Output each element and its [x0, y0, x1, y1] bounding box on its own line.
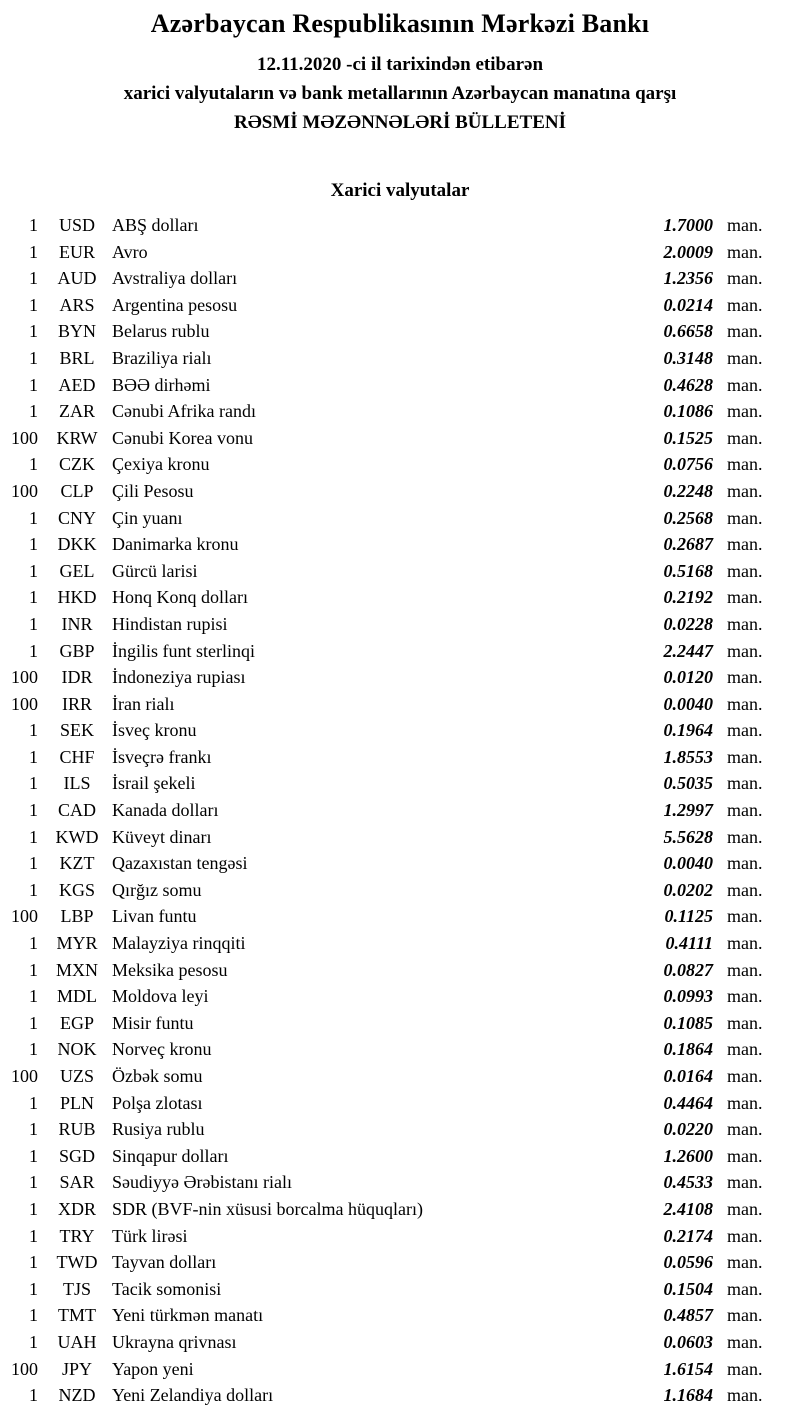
currency-code-cell: CNY — [57, 507, 96, 528]
quantity-cell: 1 — [29, 560, 38, 581]
bulletin-title: RƏSMİ MƏZƏNNƏLƏRİ BÜLLETENİ — [233, 112, 566, 133]
currency-code-cell: TWD — [56, 1252, 98, 1273]
quantity-cell: 1 — [29, 1278, 38, 1299]
rate-value-cell: 2.2447 — [663, 640, 713, 661]
table-row — [0, 983, 800, 1010]
table-row — [0, 292, 800, 319]
rate-value-cell: 0.0202 — [663, 879, 713, 900]
unit-cell: man. — [727, 268, 763, 289]
unit-cell: man. — [727, 1225, 763, 1246]
currency-name-cell: Özbək somu — [112, 1066, 203, 1086]
unit-cell: man. — [727, 1092, 763, 1113]
quantity-cell: 1 — [29, 534, 38, 555]
currency-code-cell: EGP — [59, 1012, 94, 1033]
quantity-cell: 100 — [11, 480, 38, 501]
quantity-cell: 1 — [29, 1145, 38, 1166]
unit-cell: man. — [727, 1385, 763, 1406]
unit-cell: man. — [727, 746, 763, 767]
unit-cell: man. — [727, 1145, 763, 1166]
unit-cell: man. — [727, 853, 763, 874]
rate-value-cell: 0.2192 — [663, 587, 713, 608]
currency-code-cell: RUB — [58, 1119, 96, 1140]
table-row — [0, 1356, 800, 1383]
currency-name-cell: ABŞ dolları — [112, 215, 199, 235]
currency-name-cell: Yapon yeni — [112, 1358, 194, 1379]
rate-value-cell: 0.3148 — [663, 347, 713, 368]
currency-name-cell: Rusiya rublu — [112, 1119, 205, 1140]
table-row — [0, 903, 800, 930]
currency-name-cell: Avro — [112, 241, 148, 262]
rate-value-cell: 0.4857 — [663, 1305, 713, 1326]
quantity-cell: 1 — [29, 1225, 38, 1246]
quantity-cell: 1 — [29, 454, 38, 475]
rate-value-cell: 0.1864 — [663, 1039, 713, 1060]
rate-value-cell: 1.8553 — [663, 746, 713, 767]
table-row — [0, 558, 800, 585]
currency-code-cell: UZS — [59, 1066, 94, 1086]
table-row — [0, 1249, 800, 1276]
table-row — [0, 1116, 800, 1143]
currency-name-cell: Hindistan rupisi — [112, 613, 228, 634]
table-row — [0, 1382, 800, 1409]
currency-code-cell: JPY — [61, 1358, 92, 1379]
currency-name-cell: Moldova leyi — [112, 986, 209, 1007]
currency-code-cell: KRW — [56, 427, 98, 448]
currency-code-cell: CLP — [60, 480, 94, 501]
currency-code-cell: CAD — [57, 800, 96, 821]
rate-value-cell: 0.0993 — [663, 986, 713, 1007]
unit-cell: man. — [727, 720, 763, 741]
quantity-cell: 1 — [29, 321, 38, 342]
table-row — [0, 531, 800, 558]
currency-name-cell: İran rialı — [112, 693, 175, 714]
currency-code-cell: SGD — [58, 1145, 95, 1166]
section-title-foreign-currencies: Xarici valyutalar — [330, 180, 470, 201]
rate-value-cell: 0.1086 — [663, 401, 713, 422]
currency-code-cell: KGS — [58, 879, 95, 900]
currency-name-cell: Qırğız somu — [112, 879, 202, 900]
table-row — [0, 451, 800, 478]
table-row — [0, 398, 800, 425]
currency-code-cell: CHF — [59, 746, 95, 767]
unit-cell: man. — [727, 879, 763, 900]
rate-value-cell: 1.6154 — [663, 1358, 713, 1379]
currency-name-cell: Misir funtu — [112, 1012, 194, 1033]
table-row — [0, 744, 800, 771]
rate-value-cell: 0.0756 — [663, 454, 713, 475]
unit-cell: man. — [727, 1198, 763, 1219]
rate-value-cell: 0.1085 — [663, 1012, 713, 1033]
rate-value-cell: 0.0120 — [663, 667, 713, 688]
quantity-cell: 1 — [29, 1252, 38, 1273]
rate-value-cell: 0.2687 — [663, 534, 713, 555]
table-row — [0, 584, 800, 611]
unit-cell: man. — [727, 986, 763, 1007]
unit-cell: man. — [727, 1172, 763, 1193]
currency-name-cell: BƏƏ dirhəmi — [112, 374, 211, 395]
rate-value-cell: 0.0596 — [663, 1252, 713, 1273]
effective-date-line: 12.11.2020 -ci il tarixindən etibarən — [256, 54, 544, 75]
quantity-cell: 1 — [29, 1305, 38, 1326]
quantity-cell: 1 — [29, 347, 38, 368]
rate-value-cell: 0.5168 — [663, 560, 713, 581]
table-row — [0, 850, 800, 877]
rate-value-cell: 1.7000 — [663, 215, 713, 235]
rate-value-cell: 0.4464 — [663, 1092, 713, 1113]
unit-cell: man. — [727, 933, 763, 954]
unit-cell: man. — [727, 613, 763, 634]
rate-value-cell: 0.0040 — [663, 693, 713, 714]
quantity-cell: 1 — [29, 959, 38, 980]
quantity-cell: 1 — [29, 773, 38, 794]
unit-cell: man. — [727, 1305, 763, 1326]
currency-name-cell: Honq Konq dolları — [112, 587, 248, 608]
unit-cell: man. — [727, 1066, 763, 1086]
table-row — [0, 1143, 800, 1170]
currency-name-cell: Braziliya rialı — [112, 347, 212, 368]
unit-cell: man. — [727, 906, 763, 927]
currency-code-cell: LBP — [60, 906, 94, 927]
currency-name-cell: Türk lirəsi — [112, 1225, 188, 1246]
rate-value-cell: 0.1525 — [663, 427, 713, 448]
quantity-cell: 1 — [29, 241, 38, 262]
currency-name-cell: İngilis funt sterlinqi — [112, 640, 255, 661]
currency-code-cell: KZT — [59, 853, 95, 874]
quantity-cell: 1 — [29, 1331, 38, 1352]
rate-value-cell: 0.1964 — [663, 720, 713, 741]
currency-code-cell: BYN — [57, 321, 96, 342]
currency-code-cell: IDR — [61, 667, 93, 688]
table-row — [0, 1196, 800, 1223]
currency-code-cell: BRL — [59, 347, 95, 368]
currency-name-cell: Polşa zlotası — [112, 1092, 203, 1113]
rate-value-cell: 0.1125 — [664, 906, 713, 927]
table-row — [0, 1010, 800, 1037]
unit-cell: man. — [727, 959, 763, 980]
rate-value-cell: 0.6658 — [663, 321, 713, 342]
currency-code-cell: HKD — [57, 587, 97, 608]
rate-value-cell: 2.0009 — [663, 241, 713, 262]
currency-code-cell: GEL — [59, 560, 95, 581]
quantity-cell: 1 — [29, 800, 38, 821]
currency-code-cell: CZK — [59, 454, 95, 475]
currency-code-cell: MDL — [57, 986, 97, 1007]
unit-cell: man. — [727, 640, 763, 661]
unit-cell: man. — [727, 1358, 763, 1379]
rate-value-cell: 0.0164 — [663, 1066, 713, 1086]
currency-code-cell: MYR — [56, 933, 98, 954]
rate-value-cell: 1.2356 — [663, 268, 713, 289]
quantity-cell: 100 — [11, 667, 38, 688]
unit-cell: man. — [727, 374, 763, 395]
currency-name-cell: İsrail şekeli — [112, 773, 196, 794]
quantity-cell: 1 — [29, 1092, 38, 1113]
currency-name-cell: Yeni türkmən manatı — [112, 1305, 264, 1326]
currency-name-cell: Çexiya kronu — [112, 454, 210, 475]
currency-code-cell: NOK — [57, 1039, 97, 1060]
unit-cell: man. — [727, 1278, 763, 1299]
rate-value-cell: 0.0040 — [663, 853, 713, 874]
currency-name-cell: Belarus rublu — [112, 321, 210, 342]
quantity-cell: 1 — [29, 720, 38, 741]
quantity-cell: 1 — [29, 401, 38, 422]
currency-name-cell: Argentina pesosu — [112, 294, 238, 315]
table-row — [0, 425, 800, 452]
table-row — [0, 372, 800, 399]
quantity-cell: 1 — [29, 879, 38, 900]
currency-name-cell: Livan funtu — [112, 906, 197, 927]
currency-name-cell: İsveçrə frankı — [112, 746, 212, 767]
table-row — [0, 1276, 800, 1303]
currency-name-cell: Tayvan dolları — [112, 1252, 217, 1273]
currency-name-cell: Tacik somonisi — [112, 1278, 222, 1299]
rate-value-cell: 0.4628 — [663, 374, 713, 395]
table-row — [0, 877, 800, 904]
currency-code-cell: SEK — [59, 720, 94, 741]
unit-cell: man. — [727, 800, 763, 821]
quantity-cell: 100 — [11, 427, 38, 448]
currency-code-cell: GBP — [59, 640, 95, 661]
table-row — [0, 265, 800, 292]
table-row — [0, 1223, 800, 1250]
currency-name-cell: Meksika pesosu — [112, 959, 228, 980]
currency-name-cell: Cənubi Korea vonu — [112, 427, 253, 448]
currency-name-cell: Gürcü larisi — [112, 560, 198, 581]
table-row — [0, 478, 800, 505]
unit-cell: man. — [727, 1039, 763, 1060]
rate-value-cell: 1.2600 — [663, 1145, 713, 1166]
document-header — [0, 0, 800, 137]
currency-code-cell: USD — [58, 215, 95, 235]
table-row — [0, 212, 800, 239]
quantity-cell: 1 — [29, 507, 38, 528]
currency-code-cell: UAH — [57, 1331, 97, 1352]
currency-code-cell: ILS — [63, 773, 91, 794]
table-row — [0, 797, 800, 824]
rate-value-cell: 0.0603 — [663, 1331, 713, 1352]
unit-cell: man. — [727, 347, 763, 368]
rate-value-cell: 2.4108 — [663, 1198, 713, 1219]
currency-code-cell: TMT — [58, 1305, 96, 1326]
quantity-cell: 1 — [29, 853, 38, 874]
unit-cell: man. — [727, 826, 763, 847]
table-row — [0, 239, 800, 266]
table-row — [0, 638, 800, 665]
rates-table — [0, 212, 800, 1409]
currency-code-cell: IRR — [61, 693, 92, 714]
table-row — [0, 664, 800, 691]
quantity-cell: 1 — [29, 986, 38, 1007]
rate-value-cell: 0.4533 — [663, 1172, 713, 1193]
unit-cell: man. — [727, 241, 763, 262]
currency-name-cell: Qazaxıstan tengəsi — [112, 853, 248, 874]
quantity-cell: 1 — [29, 933, 38, 954]
currency-name-cell: İsveç kronu — [112, 720, 197, 741]
currency-code-cell: KWD — [55, 826, 99, 847]
rate-value-cell: 1.1684 — [663, 1385, 713, 1406]
quantity-cell: 1 — [29, 746, 38, 767]
table-row — [0, 957, 800, 984]
rate-value-cell: 0.0228 — [663, 613, 713, 634]
unit-cell: man. — [727, 1331, 763, 1352]
currency-code-cell: AUD — [57, 268, 97, 289]
quantity-cell: 1 — [29, 1385, 38, 1406]
unit-cell: man. — [727, 321, 763, 342]
currency-name-cell: Sinqapur dolları — [112, 1145, 229, 1166]
quantity-cell: 1 — [29, 374, 38, 395]
currency-name-cell: SDR (BVF-nin xüsusi borcalma hüquqları) — [112, 1198, 423, 1219]
table-row — [0, 1302, 800, 1329]
currency-code-cell: INR — [61, 613, 93, 634]
currency-code-cell: MXN — [55, 959, 98, 980]
quantity-cell: 100 — [11, 1066, 38, 1086]
quantity-cell: 1 — [29, 294, 38, 315]
bank-title: Azərbaycan Respublikasının Mərkəzi Bankı — [150, 9, 650, 38]
quantity-cell: 1 — [29, 1119, 38, 1140]
rate-value-cell: 0.2174 — [663, 1225, 713, 1246]
currency-code-cell: TJS — [62, 1278, 91, 1299]
quantity-cell: 1 — [29, 268, 38, 289]
table-row — [0, 1329, 800, 1356]
quantity-cell: 100 — [11, 906, 38, 927]
currency-code-cell: NZD — [58, 1385, 96, 1406]
quantity-cell: 100 — [11, 1358, 38, 1379]
rate-value-cell: 0.2248 — [663, 480, 713, 501]
currency-name-cell: Kanada dolları — [112, 800, 219, 821]
table-row — [0, 1090, 800, 1117]
unit-cell: man. — [727, 427, 763, 448]
currency-code-cell: XDR — [57, 1198, 96, 1219]
unit-cell: man. — [727, 215, 763, 235]
quantity-cell: 1 — [29, 613, 38, 634]
table-row — [0, 611, 800, 638]
quantity-cell: 1 — [29, 1172, 38, 1193]
table-row — [0, 318, 800, 345]
unit-cell: man. — [727, 454, 763, 475]
currency-name-cell: Danimarka kronu — [112, 534, 239, 555]
table-row — [0, 691, 800, 718]
currency-code-cell: TRY — [59, 1225, 95, 1246]
unit-cell: man. — [727, 534, 763, 555]
currency-name-cell: Norveç kronu — [112, 1039, 212, 1060]
unit-cell: man. — [727, 401, 763, 422]
quantity-cell: 1 — [29, 640, 38, 661]
quantity-cell: 1 — [29, 1039, 38, 1060]
currency-name-cell: Cənubi Afrika randı — [112, 401, 256, 422]
table-row — [0, 824, 800, 851]
currency-name-cell: Yeni Zelandiya dolları — [112, 1385, 274, 1406]
rate-value-cell: 0.0827 — [663, 959, 713, 980]
unit-cell: man. — [727, 507, 763, 528]
subject-line: xarici valyutaların və bank metallarının Azərbaycan manatına qarşı — [123, 83, 677, 104]
rate-value-cell: 0.0214 — [663, 294, 713, 315]
unit-cell: man. — [727, 1012, 763, 1033]
quantity-cell: 1 — [29, 587, 38, 608]
table-row — [0, 1063, 800, 1090]
quantity-cell: 1 — [29, 1198, 38, 1219]
quantity-cell: 1 — [29, 1012, 38, 1033]
currency-name-cell: Küveyt dinarı — [112, 826, 212, 847]
currency-code-cell: PLN — [59, 1092, 94, 1113]
currency-code-cell: EUR — [59, 241, 95, 262]
currency-name-cell: Səudiyyə Ərəbistanı rialı — [112, 1172, 292, 1193]
rate-value-cell: 0.2568 — [663, 507, 713, 528]
table-row — [0, 1036, 800, 1063]
rate-value-cell: 0.4111 — [665, 933, 713, 954]
rate-value-cell: 1.2997 — [663, 800, 713, 821]
unit-cell: man. — [727, 1252, 763, 1273]
rate-value-cell: 5.5628 — [663, 826, 713, 847]
table-row — [0, 770, 800, 797]
rate-value-cell: 0.1504 — [663, 1278, 713, 1299]
table-row — [0, 930, 800, 957]
unit-cell: man. — [727, 560, 763, 581]
currency-code-cell: DKK — [57, 534, 97, 555]
table-row — [0, 717, 800, 744]
unit-cell: man. — [727, 667, 763, 688]
currency-code-cell: ZAR — [59, 401, 95, 422]
unit-cell: man. — [727, 1119, 763, 1140]
unit-cell: man. — [727, 773, 763, 794]
table-row — [0, 505, 800, 532]
currency-code-cell: SAR — [59, 1172, 95, 1193]
unit-cell: man. — [727, 587, 763, 608]
quantity-cell: 1 — [29, 215, 38, 235]
currency-name-cell: Çin yuanı — [112, 507, 183, 528]
currency-code-cell: AED — [58, 374, 96, 395]
currency-code-cell: ARS — [59, 294, 95, 315]
currency-name-cell: Malayziya rinqqiti — [112, 933, 246, 954]
currency-name-cell: İndoneziya rupiası — [112, 667, 246, 688]
quantity-cell: 1 — [29, 826, 38, 847]
rate-value-cell: 0.5035 — [663, 773, 713, 794]
currency-name-cell: Çili Pesosu — [112, 480, 194, 501]
rate-value-cell: 0.0220 — [663, 1119, 713, 1140]
quantity-cell: 100 — [11, 693, 38, 714]
table-row — [0, 345, 800, 372]
unit-cell: man. — [727, 294, 763, 315]
currency-name-cell: Ukrayna qrivnası — [112, 1331, 237, 1352]
unit-cell: man. — [727, 480, 763, 501]
currency-name-cell: Avstraliya dolları — [112, 268, 238, 289]
unit-cell: man. — [727, 693, 763, 714]
table-row — [0, 1169, 800, 1196]
